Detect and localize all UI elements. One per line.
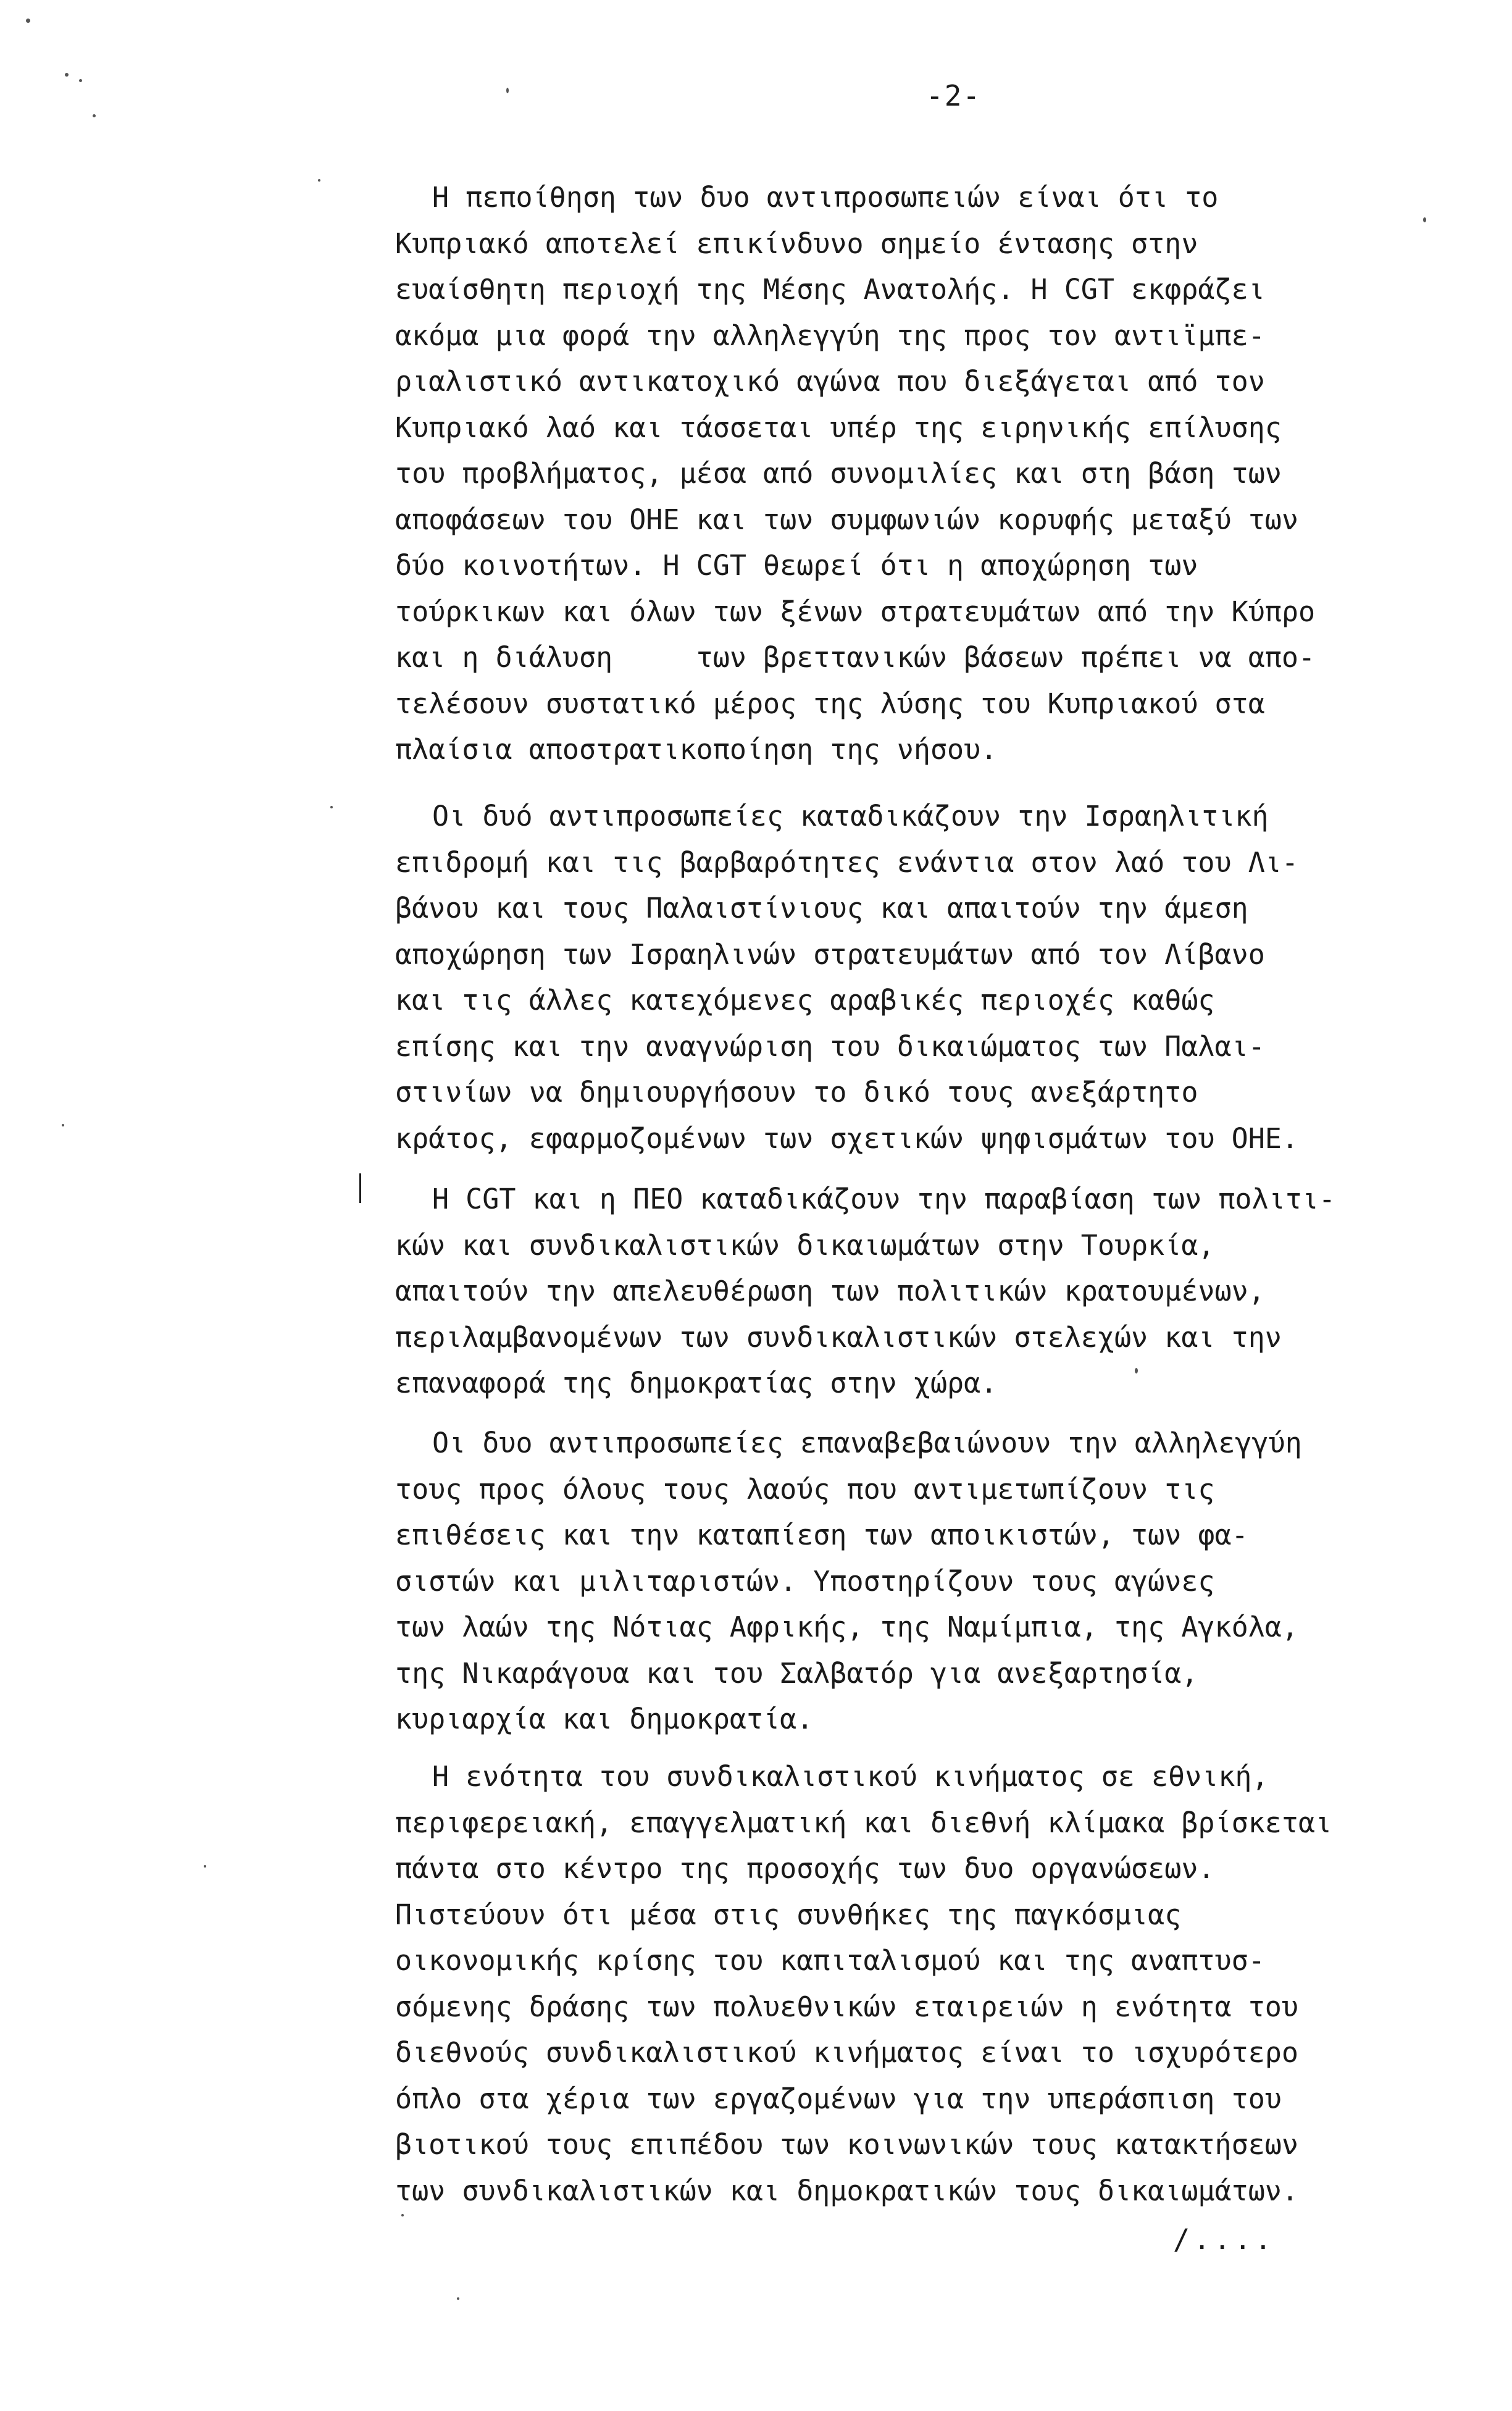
text-line: ριαλιστικό αντικατοχικό αγώνα που διεξάγεται από τον xyxy=(395,365,1265,398)
scan-speck xyxy=(1135,1368,1138,1373)
text-line: Η CGT και η ΠΕΟ καταδικάζουν την παραβίαση των πολιτι- xyxy=(432,1183,1335,1215)
scan-speck xyxy=(65,73,69,77)
text-line: επιδρομή και τις βαρβαρότητες ενάντια στον λαό του Λι- xyxy=(395,845,1298,879)
text-line: οικονομικής κρίσης του καπιταλισμού και της αναπτυσ- xyxy=(395,1944,1265,1977)
text-line: Η ενότητα του συνδικαλιστικού κινήματος σε εθνική, xyxy=(432,1760,1269,1793)
text-line: σόμενης δράσης των πολυεθνικών εταιρειών η ενότητα του xyxy=(395,1990,1298,2023)
scan-speck xyxy=(26,19,30,23)
text-line: Οι δυό αντιπροσωπείες καταδικάζουν την Ισραηλιτική xyxy=(432,800,1269,832)
text-line: αποφάσεων του ΟΗΕ και των συμφωνιών κορυφής μεταξύ των xyxy=(395,503,1298,536)
text-line: αποχώρηση των Ισραηλινών στρατευμάτων από τον Λίβανο xyxy=(395,937,1265,971)
continuation-mark: /.... xyxy=(1173,2223,1276,2256)
scan-speck xyxy=(204,1865,206,1868)
paragraph-lebanon xyxy=(395,794,1445,1162)
text-line: και η διάλυση των βρεττανικών βάσεων πρέπει να απο- xyxy=(395,641,1316,674)
text-line: τούρκικων και όλων των ξένων στρατευμάτων από την Κύπρο xyxy=(395,595,1316,628)
text-line: και τις άλλες κατεχόμενες αραβικές περιοχές καθώς xyxy=(395,984,1215,1017)
text-line: ακόμα μια φορά την αλληλεγγύη της προς τον αντιϊμπε- xyxy=(395,319,1265,352)
text-line: Η πεποίθηση των δυο αντιπροσωπειών είναι ότι το xyxy=(432,181,1219,214)
page-number: -2- xyxy=(926,79,982,112)
text-line: περιφερειακή, επαγγελματική και διεθνή κλίμακα βρίσκεται xyxy=(395,1806,1332,1839)
text-line: κών και συνδικαλιστικών δικαιωμάτων στην Τουρκία, xyxy=(395,1228,1215,1262)
text-line: των συνδικαλιστικών και δημοκρατικών τους δικαιωμάτων. xyxy=(395,2174,1298,2207)
text-line: περιλαμβανομένων των συνδικαλιστικών στελεχών και την xyxy=(395,1320,1282,1354)
paragraph-turkey xyxy=(395,1176,1445,1407)
text-line: βάνου και τους Παλαιστίνιους και απαιτούν την άμεση xyxy=(395,892,1248,925)
text-line: Κυπριακό αποτελεί επικίνδυνο σημείο έντασης στην xyxy=(395,227,1198,260)
scan-speck xyxy=(93,114,96,117)
scan-speck xyxy=(79,79,82,82)
text-line: διεθνούς συνδικαλιστικού κινήματος είναι το ισχυρότερο xyxy=(395,2036,1298,2069)
text-line: σιστών και μιλιταριστών. Υποστηρίζουν τους αγώνες xyxy=(395,1564,1215,1598)
text-line: επαναφορά της δημοκρατίας στην χώρα. xyxy=(395,1367,998,1399)
text-line: κράτος, εφαρμοζομένων των σχετικών ψηφισμάτων του ΟΗΕ. xyxy=(395,1122,1298,1155)
text-line: στινίων να δημιουργήσουν το δικό τους ανεξάρτητο xyxy=(395,1076,1198,1109)
scan-speck xyxy=(330,806,333,808)
paragraph-unity xyxy=(395,1754,1445,2214)
text-line: επίσης και την αναγνώριση του δικαιώματος των Παλαι- xyxy=(395,1029,1265,1063)
scan-speck xyxy=(318,179,320,182)
scan-speck xyxy=(457,2297,459,2300)
text-line: του προβλήματος, μέσα από συνομιλίες και στη βάση των xyxy=(395,457,1282,490)
scan-speck xyxy=(506,88,509,93)
scan-speck xyxy=(62,1124,64,1126)
paragraph-cyprus xyxy=(395,175,1445,773)
text-line: τους προς όλους τους λαούς που αντιμετωπίζουν τις xyxy=(395,1472,1215,1506)
text-line: κυριαρχία και δημοκρατία. xyxy=(395,1703,814,1735)
scan-speck xyxy=(1423,217,1426,222)
text-line: Πιστεύουν ότι μέσα στις συνθήκες της παγκόσμιας xyxy=(395,1898,1182,1931)
text-line: όπλο στα χέρια των εργαζομένων για την υπεράσπιση του xyxy=(395,2082,1282,2115)
text-line: απαιτούν την απελευθέρωση των πολιτικών κρατουμένων, xyxy=(395,1275,1265,1307)
text-line: επιθέσεις και την καταπίεση των αποικιστών, των φα- xyxy=(395,1519,1248,1551)
text-line: βιοτικού τους επιπέδου των κοινωνικών τους κατακτήσεων xyxy=(395,2128,1298,2161)
text-line: πάντα στο κέντρο της προσοχής των δυο οργανώσεων. xyxy=(395,1852,1215,1885)
text-line: της Νικαράγουα και του Σαλβατόρ για ανεξαρτησία, xyxy=(395,1656,1198,1690)
text-line: Οι δυο αντιπροσωπείες επαναβεβαιώνουν την αλληλεγγύη xyxy=(432,1427,1302,1459)
text-line: Κυπριακό λαό και τάσσεται υπέρ της ειρηνικής επίλυσης xyxy=(395,411,1282,444)
margin-line-mark xyxy=(359,1173,361,1203)
text-line: δύο κοινοτήτων. Η CGT θεωρεί ότι η αποχώρηση των xyxy=(395,549,1198,582)
text-line: πλαίσια αποστρατικοποίηση της νήσου. xyxy=(395,733,998,766)
scan-speck xyxy=(401,2214,404,2216)
text-line: ευαίσθητη περιοχή της Μέσης Ανατολής. Η CGT εκφράζει xyxy=(395,273,1265,306)
paragraph-solidarity xyxy=(395,1420,1445,1743)
text-line: των λαών της Νότιας Αφρικής, της Ναμίμπια, της Αγκόλα, xyxy=(395,1611,1298,1643)
text-line: τελέσουν συστατικό μέρος της λύσης του Κυπριακού στα xyxy=(395,687,1265,720)
